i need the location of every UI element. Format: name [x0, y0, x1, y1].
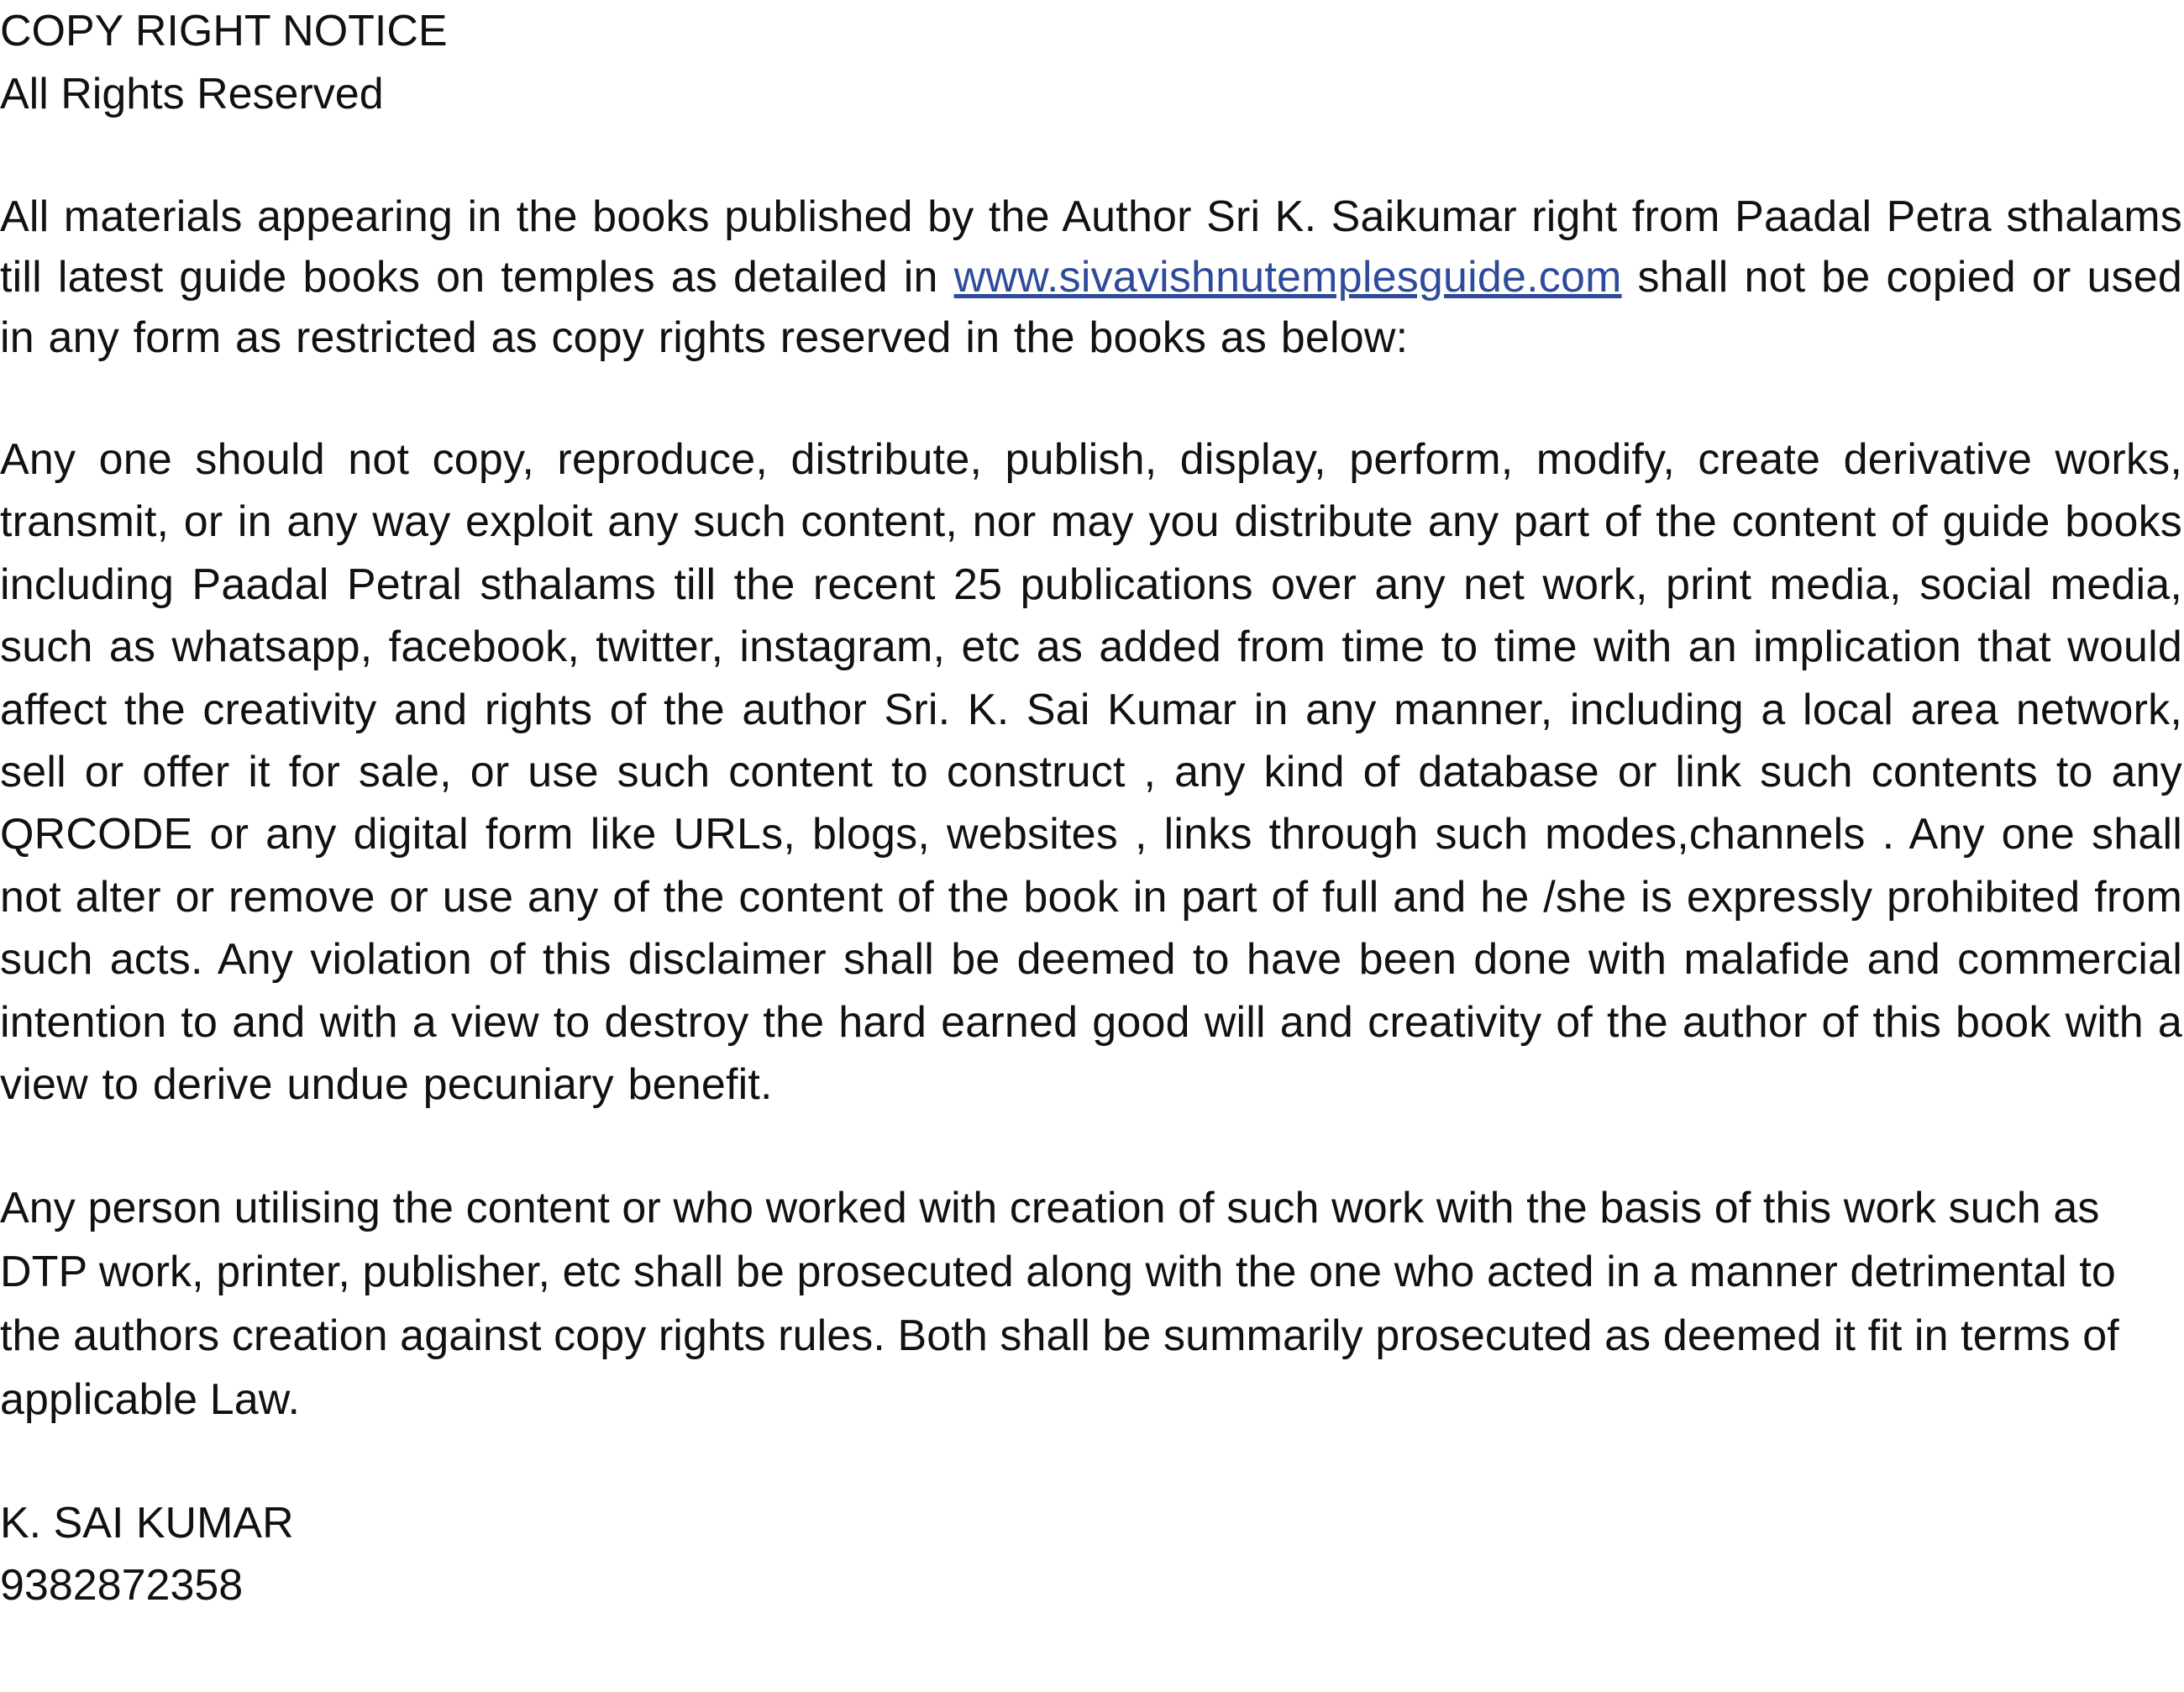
spacer — [0, 368, 2184, 428]
rights-reserved-subtitle: All Rights Reserved — [0, 70, 384, 118]
author-name: K. SAI KUMAR — [0, 1499, 294, 1548]
materials-text-after-link: shall not be copied or used in any form as restricted as copy rights reserved in the books as below: — [0, 253, 2182, 362]
website-link[interactable]: www.sivavishnutemplesguide.com — [953, 253, 1622, 302]
author-phone: 9382872358 — [0, 1561, 244, 1611]
spacer — [0, 126, 2184, 187]
spacer — [0, 1116, 2184, 1176]
notice-title: COPY RIGHT NOTICE — [0, 7, 448, 55]
materials-paragraph — [0, 187, 2182, 368]
spacer — [0, 1432, 2184, 1492]
materials-text-before-link: All materials appearing in the books published by the Author Sri K. Saikumar right from Paadal Petra sthalams till latest guide books on temples as detailed in — [0, 192, 2182, 302]
prosecution-paragraph: Any person utilising the content or who worked with creation of such work with the basis of this work such as DTP work, printer, publisher, etc shall be prosecuted along with the one who acted in a manner detrimental to the authors creation against copy rights rules. Both shall be summarily prosecuted as deemed it fit in terms of applicable Law. — [0, 1184, 2119, 1425]
restrictions-paragraph: Any one should not copy, reproduce, distribute, publish, display, perform, modify, create derivative works, transmit, or in any way exploit any such content, nor may you distribute any part of the content of guide books including Paadal Petral sthalams till the recent 25 publications over any net work, print media, social media, such as whatsapp, facebook, twitter, instagram, etc as added from time to time with an implication that would affect the creativity and rights of the author Sri. K. Sai Kumar in any manner, including a local area network, sell or offer it for sale, or use such content to construct , any kind of database or link such contents to any QRCODE or any digital form like URLs, blogs, websites , links through such modes,channels . Any one shall not alter or remove or use any of the content of the book in part of full and he /she is expressly prohibited from such acts. Any violation of this disclaimer shall be deemed to have been done with malafide and commercial intention to and with a view to destroy the hard earned good will and creativity of the author of this book with a view to derive undue pecuniary benefit. — [0, 435, 2182, 1110]
